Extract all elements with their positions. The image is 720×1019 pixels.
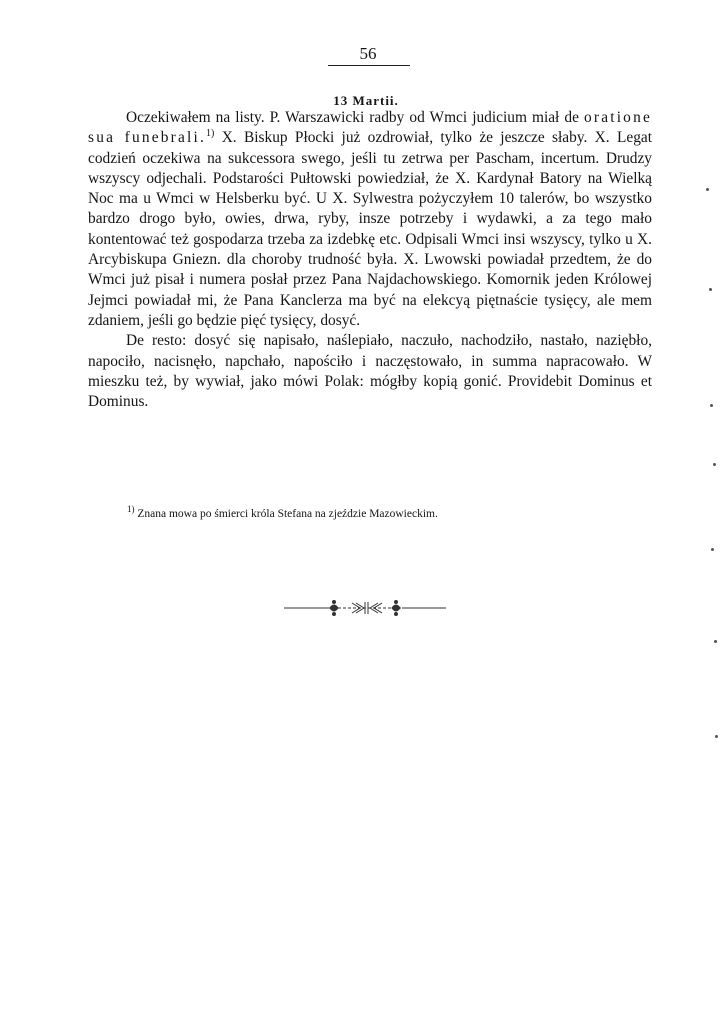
footnote <box>127 504 567 522</box>
paragraph-1-text-a: Oczekiwałem na listy. P. Warszawicki radby od Wmci judicium miał de <box>126 109 584 126</box>
page-number: 56 <box>359 44 377 63</box>
paragraph-1-text-b: X. Biskup Płocki już ozdrowiał, tylko że jeszcze słaby. X. Legat codzień oczekiwa na sukcessora swego, jeśli tu zetrwa per Pascham, incertum. Drudzy wszyscy odjechali. Podstarości Pułtowski powiedział, że X. Kardynał Batory na Wielką Noc ma u Wmci w Helsberku być. U X. Sylwestra pożyczyłem 10 talerów, bo wszystko bardzo drogo było, owies, drwa, ryby, insze potrzeby i wydawki, a za tego mało kontentować też gospodarza trzeba za izdebkę etc. Odpisali Wmci insi wszyscy, tylko u X. Arcybiskupa Gniezn. dla choroby trudność była. X. Lwowski powiadał przedtem, że do Wmci już pisał i numera posłał przez Pana Najdachowskiego. Komornik jeden Królowej Jejmci powiadał mi, że Pana Kanclerza ma być na elekcyą piętnaście tysięcy, ale mem zdaniem, jeśli go będzie pięć tysięcy, dosyć. <box>88 129 652 329</box>
letter-body <box>88 108 652 412</box>
page-number-rule <box>328 65 410 66</box>
scan-speck <box>706 188 709 191</box>
footnote-reference: 1) <box>206 128 215 140</box>
entry-date-heading: 13 Martii. <box>333 93 399 108</box>
scan-speck <box>709 288 712 291</box>
scan-speck <box>713 463 716 466</box>
scan-speck <box>711 548 714 551</box>
scan-speck <box>710 404 713 407</box>
paragraph-1 <box>88 108 652 331</box>
footnote-text: Znana mowa po śmierci króla Stefana na zjeździe Mazowieckim. <box>134 508 438 520</box>
paragraph-2: De resto: dosyć się napisało, naślepiało, naczuło, nachodziło, nastało, naziębło, napociło, nacisnęło, napchało, napościło i naczęstowało, in summa napracowało. W mieszku też, by wywiał, jako mówi Polak: mógłby kopią gonić. Providebit Dominus et Dominus. <box>88 332 652 411</box>
scan-speck <box>714 640 717 643</box>
spaced-latin-title: oratione sua funebrali. <box>88 109 652 147</box>
ornament-divider-icon <box>282 596 448 620</box>
footnote-mark: 1) <box>127 504 135 515</box>
scan-speck <box>715 735 718 738</box>
